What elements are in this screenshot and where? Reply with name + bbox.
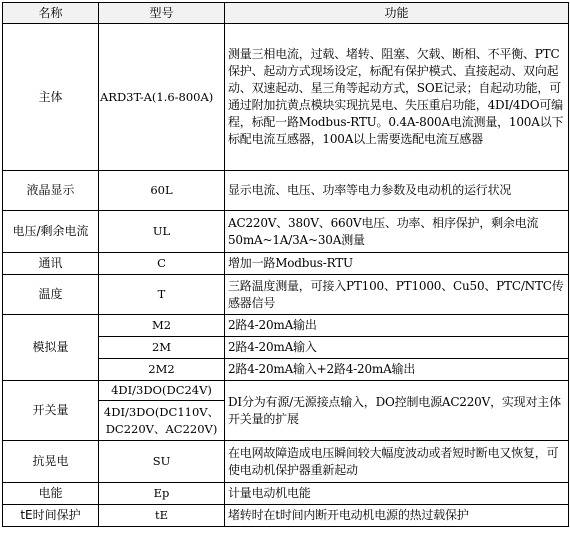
spec-table xyxy=(2,2,569,527)
row-model: Ep xyxy=(99,483,225,505)
row-model: 4DI/3DO(DC110V、DC220V、AC220V) xyxy=(99,401,225,441)
table-row xyxy=(3,275,569,315)
row-model: UL xyxy=(99,211,225,253)
row-function: 测量三相电流，过载、堵转、阻塞、欠载、断相、不平衡、PTC保护、起动方式现场设定，标配有保护模式、直接起动、双向起动、双速起动、星三角等起动方式，SOE记录；自起动功能，可通过附加抗黄点模块实现抗晃电、失压重启功能，4DI/4DO可编程，标配一路Modbus-RTU。0.4A-800A电流测量，100A以下标配电流互感器，100A以上需要选配电流互感器 xyxy=(225,24,569,171)
row-model: SU xyxy=(99,441,225,483)
table-row xyxy=(3,171,569,211)
row-function: 显示电流、电压、功率等电力参数及电动机的运行状况 xyxy=(225,171,569,211)
row-name: 电能 xyxy=(3,483,99,505)
header-row xyxy=(3,3,569,24)
row-model: T xyxy=(99,275,225,315)
row-function: 三路温度测量，可接入PT100、PT1000、Cu50、PTC/NTC传感器信号 xyxy=(225,275,569,315)
row-function: 2路4-20mA输出 xyxy=(225,315,569,337)
table-row xyxy=(3,483,569,505)
row-name: 温度 xyxy=(3,275,99,315)
row-function: AC220V、380V、660V电压、功率、相序保护，剩余电流50mA~1A/3A~30A测量 xyxy=(225,211,569,253)
table-row xyxy=(3,315,569,337)
table-row xyxy=(3,441,569,483)
header-model: 型号 xyxy=(99,3,225,24)
row-name: tE时间保护 xyxy=(3,505,99,527)
header-function: 功能 xyxy=(225,3,569,24)
row-model: tE xyxy=(99,505,225,527)
row-name: 主体 xyxy=(3,24,99,171)
row-model: 2M xyxy=(99,337,225,359)
row-name: 模拟量 xyxy=(3,315,99,381)
row-name: 液晶显示 xyxy=(3,171,99,211)
table-row xyxy=(3,24,569,171)
table-row xyxy=(3,505,569,527)
row-model: 60L xyxy=(99,171,225,211)
row-function: 增加一路Modbus-RTU xyxy=(225,253,569,275)
row-model: M2 xyxy=(99,315,225,337)
row-name: 抗晃电 xyxy=(3,441,99,483)
table-row xyxy=(3,211,569,253)
row-function: 在电网故障造成电压瞬间较大幅度波动或者短时断电又恢复，可使电动机保护器重新起动 xyxy=(225,441,569,483)
row-function: 2路4-20mA输入+2路4-20mA输出 xyxy=(225,359,569,381)
row-name: 开关量 xyxy=(3,381,99,441)
table-row xyxy=(3,253,569,275)
row-model: C xyxy=(99,253,225,275)
row-name: 通讯 xyxy=(3,253,99,275)
row-model: 4DI/3DO(DC24V) xyxy=(99,381,225,401)
table-row xyxy=(3,381,569,401)
header-name: 名称 xyxy=(3,3,99,24)
row-model: ARD3T-A(1.6-800A) xyxy=(99,24,225,171)
row-function: 堵转时在t时间内断开电动机电源的热过载保护 xyxy=(225,505,569,527)
row-function: 计量电动机电能 xyxy=(225,483,569,505)
row-model: 2M2 xyxy=(99,359,225,381)
row-name: 电压/剩余电流 xyxy=(3,211,99,253)
row-function: 2路4-20mA输入 xyxy=(225,337,569,359)
row-function: DI分为有源/无源接点输入，DO控制电源AC220V，实现对主体开关量的扩展 xyxy=(225,381,569,441)
